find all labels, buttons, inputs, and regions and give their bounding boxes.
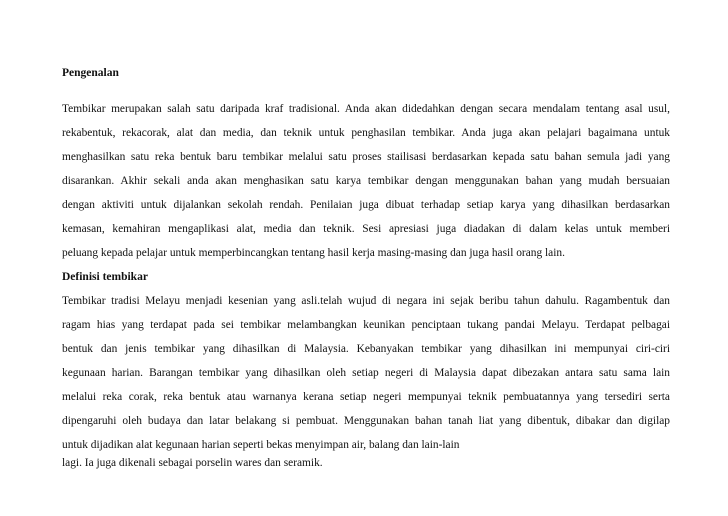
- paragraph-line: bentuk dan jenis tembikar yang dihasilkan di Malaysia. Kebanyakan tembikar yang dihasilkan ini mempunyai ciri-ciri: [62, 343, 670, 355]
- paragraph-line: peluang kepada pelajar untuk memperbincangkan tentang hasil kerja masing-masing dan juga hasil orang lain.: [62, 247, 565, 259]
- paragraph-line: melalui reka corak, reka bentuk atau warnanya kerana setiap negeri mempunyai teknik pembuatannya yang tersediri serta: [62, 391, 670, 403]
- document-page: [62, 0, 674, 516]
- paragraph-line: Tembikar tradisi Melayu menjadi kesenian yang asli.telah wujud di negara ini sejak beribu tahun dahulu. Ragambentuk dan: [62, 295, 670, 307]
- paragraph-line: Tembikar merupakan salah satu daripada kraf tradisional. Anda akan didedahkan dengan secara mendalam tentang asal usul,: [62, 103, 670, 115]
- paragraph-line: kegunaan harian. Barangan tembikar yang dihasilkan oleh setiap negeri di Malaysia dapat dibezakan antara satu sama lain: [62, 367, 670, 379]
- paragraph-line: dipengaruhi oleh budaya dan latar belakang si pembuat. Menggunakan bahan tanah liat yang dibentuk, dibakar dan digilap: [62, 415, 670, 427]
- section-heading-pengenalan: Pengenalan: [62, 67, 119, 79]
- paragraph-line: disarankan. Akhir sekali anda akan menghasikan satu karya tembikar dengan menggunakan bahan yang mudah bersuaian: [62, 175, 670, 187]
- paragraph-line: rekabentuk, rekacorak, alat dan media, dan teknik untuk penghasilan tembikar. Anda juga akan pelajari bagaimana untuk: [62, 127, 670, 139]
- paragraph-line: untuk dijadikan alat kegunaan harian seperti bekas menyimpan air, balang dan lain-lain: [62, 439, 460, 451]
- paragraph-line: ragam hias yang terdapat pada sei tembikar melambangkan keunikan penciptaan tukang pandai Melayu. Terdapat pelbagai: [62, 319, 670, 331]
- section-heading-definisi: Definisi tembikar: [62, 271, 148, 283]
- paragraph-line: menghasilkan satu reka bentuk baru tembikar melalui satu proses stailisasi berdasarkan kepada satu bahan semula jadi yang: [62, 151, 670, 163]
- paragraph-line: dengan aktiviti untuk dijalankan sekolah rendah. Penilaian juga dibuat terhadap setiap karya yang dihasilkan berdasarkan: [62, 199, 670, 211]
- paragraph-line: lagi. Ia juga dikenali sebagai porselin wares dan seramik.: [62, 457, 323, 469]
- paragraph-line: kemasan, kemahiran mengaplikasi alat, media dan teknik. Sesi apresiasi juga diadakan di dalam kelas untuk memberi: [62, 223, 670, 235]
